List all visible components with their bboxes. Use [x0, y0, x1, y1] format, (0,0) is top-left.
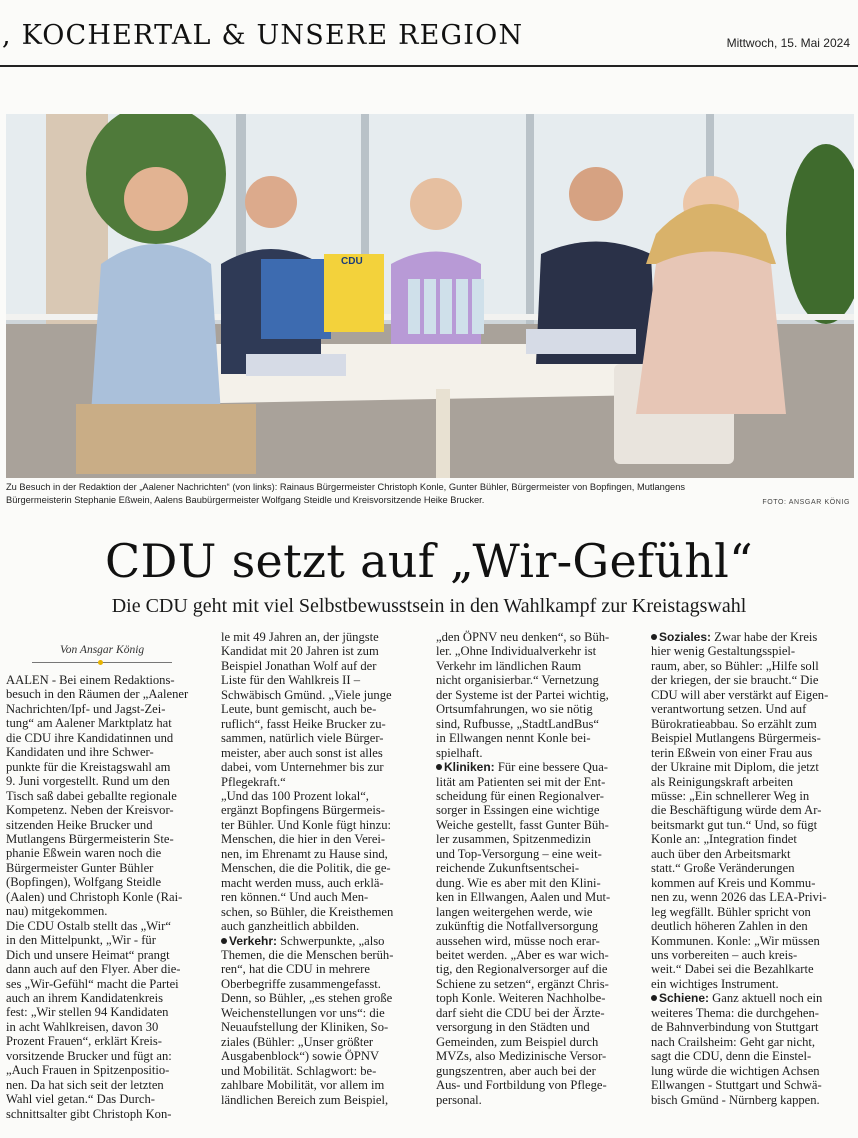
- article-line: Beispiel Mutlangens Bürgermeis-: [651, 731, 821, 746]
- article-line: nach Crailsheim: Geht gar nicht,: [651, 1034, 816, 1049]
- article-line: weiteres Thema: die durchgehen-: [651, 1005, 819, 1020]
- article-line: ler zusammen, Spitzenmedizin: [436, 832, 591, 847]
- article-line: spielhaft.: [436, 745, 483, 760]
- article-line: sorger in Essingen eine wichtige: [436, 803, 600, 818]
- article-line: ziales (Bühler: „Unser größter: [221, 1034, 374, 1049]
- article-line: Weiche gestellt, fasst Gunter Büh-: [436, 817, 609, 832]
- article-line: ses „Wir-Gefühl“ macht die Partei: [6, 976, 179, 991]
- article-line: uns vorbereiten – auch kreis-: [651, 947, 798, 962]
- article-line: (Bopfingen), Wolfgang Steidle: [6, 875, 162, 890]
- article-line: beitsmarkt gut tun.“ Und, so fügt: [651, 817, 818, 832]
- article-line: ler. „Ohne Individualverkehr ist: [436, 644, 597, 659]
- article-line: terin Eßwein von einer Frau aus: [651, 745, 813, 760]
- article-line: ren“, hat die CDU in mehrere: [221, 962, 370, 977]
- section-keyword: Soziales:: [659, 630, 712, 644]
- article-line: tig, den Regionalversorger auf die: [436, 962, 608, 977]
- section-title: , KOCHERTAL & UNSERE REGION: [2, 20, 524, 51]
- article-line: aussehen wird, müsse noch erar-: [436, 933, 600, 948]
- bullet-icon: [436, 764, 442, 770]
- article-line: zahlbare Mobilität, vor allem im: [221, 1078, 385, 1093]
- article-line: Oberbegriffe zusammengefasst.: [221, 976, 381, 991]
- article-line: tung“ am Aalener Marktplatz hat: [6, 716, 172, 731]
- article-column-3: [436, 630, 638, 1107]
- article-line: Schwäbisch Gmünd. „Viele junge: [221, 687, 392, 702]
- article-line: weit.“ Dabei sei die Bezahlkarte: [651, 962, 814, 977]
- article-line: statt.“ Große Veränderungen: [651, 861, 795, 876]
- article-line: ein wichtiges Instrument.: [651, 976, 779, 991]
- article-line: nen zu, wenn 2026 das LEA-Privi-: [651, 890, 827, 905]
- article-line: Ausgabenblock“) sowie ÖPNV: [221, 1049, 380, 1064]
- article-line: gungszentren, aber auch bei der: [436, 1063, 596, 1078]
- article-line: Bürgermeister Gunter Bühler: [6, 860, 154, 875]
- article-line: zukünftig die Notfallversorgung: [436, 919, 599, 934]
- article-line: Denn, so Bühler, „es stehen große: [221, 991, 393, 1006]
- caption-line: Bürgermeisterin Stephanie Eßwein, Aalens Baubürgermeister Wolfgang Steidle und Kreisvorsitzende Heike Brucker.: [6, 495, 485, 505]
- section-keyword: Verkehr:: [229, 933, 278, 948]
- article-headline: CDU setzt auf „Wir-Gefühl“: [104, 534, 753, 588]
- article-line: Dich und unsere Heimat“ prangt: [6, 947, 170, 962]
- article-photo: [6, 114, 854, 478]
- article-line: Ortsumfahrungen, wo sie nötig: [436, 702, 593, 717]
- article-line: personal.: [436, 1092, 482, 1107]
- article-line: der kriegen, der sie braucht.“ Die: [651, 673, 819, 688]
- article-line: in Ellwangen nennt Konle bei-: [436, 731, 591, 746]
- photo-credit: FOTO: ANSGAR KÖNIG: [762, 499, 850, 506]
- article-line: „Und das 100 Prozent lokal“,: [221, 788, 369, 803]
- section-keyword: Schiene:: [659, 991, 710, 1006]
- article-line: schnittsalter gibt Christoph Kon-: [6, 1106, 172, 1121]
- article-line: leg wegfällt. Bühler spricht von: [651, 904, 811, 919]
- article-line: macht werden muss, auch erklä-: [221, 875, 384, 890]
- article-line: Liste für den Wahlkreis II –: [221, 673, 360, 688]
- article-line: Konle an: „Integration findet: [651, 832, 797, 847]
- article-line: Pflegekraft.“: [221, 774, 286, 789]
- flyer-logo-text: CDU: [341, 256, 363, 267]
- article-line: in den Mittelpunkt, „Wir - für: [6, 933, 156, 948]
- article-line: kommen auf Kreis und Kommu-: [651, 875, 816, 890]
- article-line: meister, aber auch sonst ist alles: [221, 745, 383, 760]
- article-line: besuch in den Räumen der „Aalener: [6, 687, 189, 702]
- article-line: die Beschäftigung würde dem Ar-: [651, 803, 822, 818]
- article-line: Ellwangen - Stuttgart und Schwä-: [651, 1078, 822, 1093]
- article-line: vorsitzende Brucker und fügt an:: [6, 1048, 172, 1063]
- article-line: und Top-Versorgung – eine weit-: [436, 846, 602, 861]
- article-column-4: [651, 630, 853, 1107]
- article-line: beitet werden. „Aber es war wich-: [436, 947, 609, 962]
- article-line: Kandidat mit 20 Jahren ist zum: [221, 644, 379, 659]
- section-keyword: Kliniken:: [444, 760, 495, 775]
- article-line: als Reinigungskraft arbeiten: [651, 774, 793, 789]
- article-line: Beispiel Jonathan Wolf auf der: [221, 658, 377, 673]
- article-line: Verkehr im ländlichen Raum: [436, 658, 582, 673]
- article-line: der Ukraine mit Diplom, die jetzt: [651, 760, 819, 775]
- article-line: lung würde die wichtigen Achsen: [651, 1063, 820, 1078]
- article-line: Die CDU Ostalb stellt das „Wir“: [6, 918, 171, 933]
- article-line: und Mobilität. Schlagwort: be-: [221, 1063, 377, 1078]
- article-line: raum, aber, so Bühler: „Hilfe soll: [651, 658, 819, 673]
- article-line: hier wenig Gestaltungsspiel-: [651, 644, 796, 659]
- article-line: Menschen, die hier in den Verei-: [221, 832, 386, 847]
- photo-illustration: [6, 114, 854, 478]
- article-line: sind, Rufbusse, „StadtLandBus“: [436, 716, 600, 731]
- article-line: de Bahnverbindung von Stuttgart: [651, 1020, 819, 1035]
- article-line: Schiene zu setzen“, ergänzt Chris-: [436, 976, 609, 991]
- article-line: darf sieht die CDU bei der Ärzte-: [436, 1005, 605, 1020]
- article-line: verantwortung setzen. Und auf: [651, 702, 807, 717]
- caption-line: Zu Besuch in der Redaktion der „Aalener Nachrichten“ (von links): Rainaus Bürgermeister Christoph Konle, Gunter Bühler, Bürgermeister von Bopfingen, Mutlangens: [6, 482, 686, 492]
- article-line: Schiene: Ganz aktuell noch ein: [651, 991, 853, 1005]
- article-column-1: [6, 673, 206, 1121]
- article-line: der Systeme ist der Partei wichtig,: [436, 687, 609, 702]
- article-line: Bürokratieabbau. So erzählt zum: [651, 716, 817, 731]
- bullet-icon: [221, 938, 227, 944]
- article-line: fest: „Wir stellen 94 Kandidaten: [6, 1005, 169, 1020]
- article-line: ken in Ellwangen, Aalen und Mut-: [436, 890, 611, 905]
- article-line: Neuaufstellung der Kliniken, So-: [221, 1020, 389, 1035]
- article-line: Mutlangens Bürgermeisterin Ste-: [6, 831, 174, 846]
- article-line: Nachrichten/Ipf- und Jagst-Zei-: [6, 701, 166, 716]
- article-line: MVZs, also Medizinische Versor-: [436, 1049, 607, 1064]
- article-line: Aus- und Fortbildung von Pflege-: [436, 1078, 607, 1093]
- article-line: nen, im Ehrenamt zu Hause sind,: [221, 846, 388, 861]
- article-line: 9. Juni vorgestellt. Rund um den: [6, 774, 170, 789]
- article-line: bisch Gmünd - Nürnberg kappen.: [651, 1092, 820, 1107]
- article-line: versorgung in den Städten und: [436, 1020, 590, 1035]
- article-line: Gemeinden, zum Beispiel durch: [436, 1034, 599, 1049]
- article-line: nicht organisierbar.“ Vernetzung: [436, 673, 599, 688]
- article-line: punkte für die Kreistagswahl am: [6, 759, 171, 774]
- article-line: ländlichen Bereich zum Beispiel,: [221, 1092, 389, 1107]
- article-line: „den ÖPNV neu denken“, so Büh-: [436, 630, 610, 644]
- article-line: deutlich höheren Zahlen in den: [651, 919, 808, 934]
- bullet-icon: [651, 995, 657, 1001]
- article-line: sammen, natürlich viele Bürger-: [221, 731, 384, 746]
- article-line: in acht Wahlkreisen, davon 30: [6, 1019, 159, 1034]
- article-line: dann auch auf den Flyer. Aber die-: [6, 962, 181, 977]
- article-line: müsse: „Ein schnellerer Weg in: [651, 788, 810, 803]
- article-line: Verkehr: Schwerpunkte, „also: [221, 934, 423, 948]
- article-line: reichende Zukunftsentschei-: [436, 861, 580, 876]
- article-line: lität am Patienten sei mit der Ent-: [436, 774, 606, 789]
- article-line: Kompetenz. Neben der Kreisvor-: [6, 803, 174, 818]
- article-line: CDU will aber verstärkt auf Eigen-: [651, 687, 829, 702]
- page-header: [0, 0, 858, 68]
- article-line: ruflich“, fasst Heike Brucker zu-: [221, 716, 386, 731]
- article-line: ren können.“ Und auch Men-: [221, 890, 369, 905]
- article-line: Leute, bunt gemischt, auch be-: [221, 702, 377, 717]
- article-line: „Auch Frauen in Spitzenpositio-: [6, 1063, 170, 1078]
- article-line: ter Bühler. Und Konle fügt hinzu:: [221, 817, 391, 832]
- article-line: auch ganzheitlich abbilden.: [221, 919, 360, 934]
- photo-caption: [6, 481, 854, 507]
- article-line: Wahl viel getan.“ Das Durch-: [6, 1092, 156, 1107]
- header-rule: [0, 65, 858, 67]
- article-line: nen. Da hat sich seit der letzten: [6, 1077, 164, 1092]
- article-line: toph Konle. Weiteren Nachholbe-: [436, 991, 606, 1006]
- article-column-2: [221, 630, 423, 1107]
- article-line: le mit 49 Jahren an, der jüngste: [221, 630, 379, 644]
- bullet-icon: [651, 634, 657, 640]
- article-line: Menschen, die die Politik, die ge-: [221, 861, 391, 876]
- article-line: auch an ihrem Kandidatenkreis: [6, 990, 164, 1005]
- article-line: Themen, die die Menschen berüh-: [221, 947, 394, 962]
- article-line: sagt die CDU, denn die Einstel-: [651, 1049, 812, 1064]
- article-line: schen, so Bühler, die Kreisthemen: [221, 904, 394, 919]
- byline: Von Ansgar König: [60, 644, 145, 656]
- article-line: Prozent Frauen“, erklärt Kreis-: [6, 1034, 162, 1049]
- article-line: die CDU ihre Kandidatinnen und: [6, 730, 174, 745]
- article-line: (Aalen) und Christoph Konle (Rai-: [6, 889, 183, 904]
- byline-rule: [32, 662, 172, 663]
- article-line: dung. Wie es aber mit den Klini-: [436, 875, 601, 890]
- article-line: sitzenden Heike Brucker und: [6, 817, 153, 832]
- article-line: Tisch saß dabei geballte regionale: [6, 788, 177, 803]
- article-line: langen weitergehen werde, wie: [436, 904, 593, 919]
- article-line: scheidung für einen Regionalver-: [436, 788, 604, 803]
- article-line: dabei, vom Unternehmer bis zur: [221, 760, 384, 775]
- article-line: Soziales: Zwar habe der Kreis: [651, 630, 853, 644]
- issue-date: Mittwoch, 15. Mai 2024: [726, 36, 850, 50]
- article-subheadline: Die CDU geht mit viel Selbstbewusstsein in den Wahlkampf zur Kreistagswahl: [111, 595, 747, 617]
- article-line: ergänzt Bopfingens Bürgermeis-: [221, 803, 385, 818]
- article-line: AALEN - Bei einem Redaktions-: [6, 673, 175, 687]
- article-line: Kandidaten und ihre Schwer-: [6, 745, 154, 760]
- article-line: nau) mitgekommen.: [6, 904, 108, 919]
- article-line: auch über den Arbeitsmarkt: [651, 846, 791, 861]
- article-line: Weichenstellungen vor uns“: die: [221, 1005, 385, 1020]
- article-line: phanie Eßwein waren noch die: [6, 846, 162, 861]
- article-line: Kliniken: Für eine bessere Qua-: [436, 760, 638, 774]
- article-line: Kommunen. Konle: „Wir müssen: [651, 933, 820, 948]
